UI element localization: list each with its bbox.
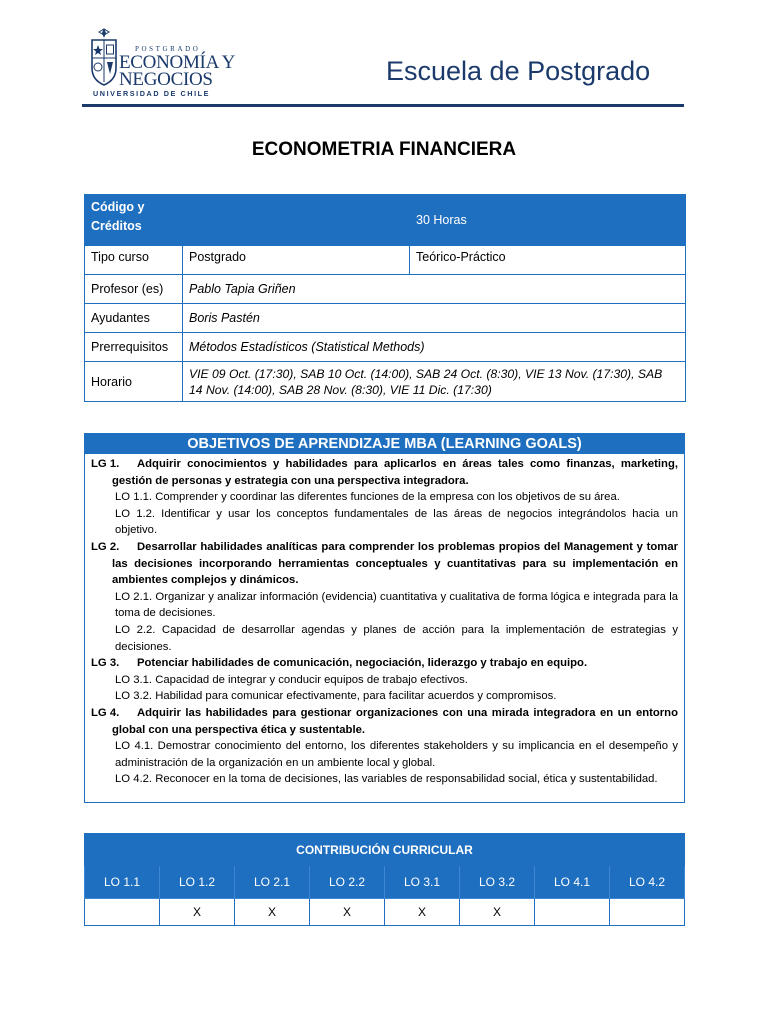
goal-lg4 [91,705,678,738]
objective-lo42: LO 4.2. Reconocer en la toma de decisiones, las variables de responsabilidad social, ética y sustentabilidad. [115,773,658,786]
objective-lo21: LO 2.1. Organizar y analizar información (evidencia) cuantitativa y cualitativa de forma lógica e integrada para la toma de decisiones. [115,590,678,620]
horario-value: VIE 09 Oct. (17:30), SAB 10 Oct. (14:00), SAB 24 Oct. (8:30), VIE 13 Nov. (17:30), SAB 14 Nov. (14:00), SAB 28 Nov. (8:30), VIE 11 Dic. (17:30) [183,362,686,402]
goal-lg3 [91,655,678,672]
objective-lo31: LO 3.1. Capacidad de integrar y conducir equipos de trabajo efectivos. [115,673,468,686]
profesor-value: Pablo Tapia Griñen [183,275,686,304]
goal-text: Potenciar habilidades de comunicación, negociación, liderazgo y trabajo en equipo. [137,657,588,670]
goal-text: Desarrollar habilidades analíticas para comprender los problemas propios del Management y tomar las decisiones incorporando herramientas conceptuales y cuantitativas para su implementación en ambientes complejos y dinámicos. [112,540,678,587]
horas-value: 30 Horas [410,195,686,246]
goal-text: Adquirir conocimientos y habilidades para aplicarlos en áreas tales como finanzas, marketing, gestión de personas y estrategia con una perspectiva integradora. [112,458,678,487]
learning-goals-list [85,454,684,788]
ayudantes-value: Boris Pastén [183,304,686,333]
info-row-prerrequisitos [85,333,686,362]
lo-mark: X [160,899,235,926]
horario-label: Horario [85,362,183,402]
lo-mark [535,899,610,926]
lo-mark: X [460,899,535,926]
lo-mark: X [310,899,385,926]
info-row-horario [85,362,686,402]
lo-mark [610,899,685,926]
course-title: ECONOMETRIA FINANCIERA [251,139,517,160]
goal-number: LG 3. [91,657,120,670]
curricular-title: CONTRIBUCIÓN CURRICULAR [85,834,685,866]
lo-mark: X [235,899,310,926]
info-row-tipo [85,246,686,275]
curricular-title-row [85,834,685,866]
lo-header: LO 4.2 [610,866,685,899]
goal-number: LG 2. [91,540,120,553]
logo-line1-text: ECONOMÍA Y [119,52,236,73]
lo-header: LO 2.2 [310,866,385,899]
lo-header: LO 3.2 [460,866,535,899]
curricular-marks-row [85,899,685,926]
lo-header: LO 3.1 [385,866,460,899]
goal-lg2 [91,539,678,589]
lo-header: LO 2.1 [235,866,310,899]
objective-lo41: LO 4.1. Demostrar conocimiento del entorno, los diferentes stakeholders y su implicancia en el desempeño y administración de la organización en un ambiente local y global. [115,740,678,769]
goal-number: LG 1. [91,458,120,470]
goal-number: LG 4. [91,706,120,719]
profesor-label: Profesor (es) [85,275,183,304]
codigo-label: Código y Créditos [85,195,183,246]
info-row-codigo [85,195,686,246]
lo-header: LO 1.1 [85,866,160,899]
lo-header: LO 1.2 [160,866,235,899]
objective-lo32: LO 3.2. Habilidad para comunicar efectivamente, para facilitar acuerdos y compromisos. [115,690,557,703]
info-row-ayudantes [85,304,686,333]
tipo-value: Postgrado [183,246,410,275]
curricular-contribution-table [84,833,685,926]
university-logo [88,28,236,100]
lo-mark [85,899,160,926]
goal-lg1 [91,456,678,489]
school-title: Escuela de Postgrado [386,56,651,86]
tipo-mode: Teórico-Práctico [410,246,686,275]
lo-header: LO 4.1 [535,866,610,899]
prerreq-label: Prerrequisitos [85,333,183,362]
header-divider [82,104,684,107]
learning-goals-box [84,433,685,803]
logo-postgrado-text: POSTGRADO [135,45,201,53]
info-row-profesor [85,275,686,304]
logo-university-text: UNIVERSIDAD DE CHILE [93,89,211,98]
university-crest-icon [90,28,118,86]
logo-line2-text: NEGOCIOS [119,69,213,90]
learning-goals-title: OBJETIVOS DE APRENDIZAJE MBA (LEARNING GOALS) [85,434,684,454]
lo-mark: X [385,899,460,926]
ayudantes-label: Ayudantes [85,304,183,333]
prerreq-value: Métodos Estadísticos (Statistical Methods) [183,333,686,362]
objective-lo12: LO 1.2. Identificar y usar los conceptos fundamentales de las áreas de negocios integrándolos hacia un objetivo. [115,507,678,537]
curricular-header-row [85,866,685,899]
codigo-value [183,195,410,246]
objective-lo11: LO 1.1. Comprender y coordinar las diferentes funciones de la empresa con los objetivos de su área. [115,491,620,504]
tipo-label: Tipo curso [85,246,183,275]
goal-text: Adquirir las habilidades para gestionar organizaciones con una mirada integradora en un entorno global con una perspectiva ética y sustentable. [112,706,678,736]
course-info-table [84,194,686,402]
objective-lo22: LO 2.2. Capacidad de desarrollar agendas y planes de acción para la implementación de estrategias y decisiones. [115,623,678,653]
